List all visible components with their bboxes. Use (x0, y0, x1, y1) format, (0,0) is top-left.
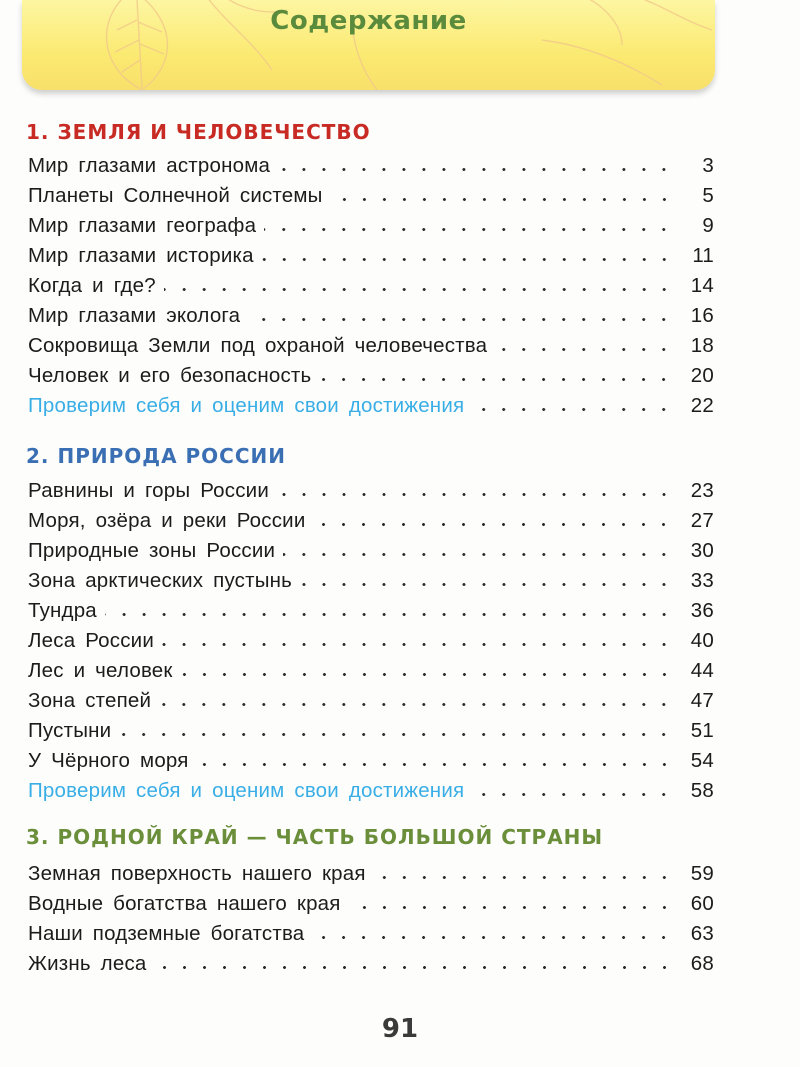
toc-item-title: Наши подземные богатства (28, 922, 305, 945)
toc-item[interactable] (28, 566, 714, 596)
toc-list-section-3 (28, 859, 714, 979)
toc-item[interactable] (28, 271, 714, 301)
dot-leader (283, 553, 674, 556)
section-heading-native-land: 3. РОДНОЙ КРАЙ — ЧАСТЬ БОЛЬШОЙ СТРАНЫ (26, 825, 604, 849)
toc-item-title: Проверим себя и оценим свои достижения (28, 394, 465, 417)
toc-item-title: Проверим себя и оценим свои достижения (28, 779, 465, 802)
dot-leader (374, 876, 674, 879)
page-title: Содержание (270, 6, 467, 36)
toc-item-title: Равнины и горы России (28, 479, 269, 502)
toc-item-page: 5 (702, 184, 714, 207)
toc-item-title: У Чёрного моря (28, 749, 189, 772)
toc-item[interactable] (28, 686, 714, 716)
toc-item-title: Зона арктических пустынь (28, 569, 293, 592)
toc-item[interactable] (28, 506, 714, 536)
toc-item-title: Мир глазами астронома (28, 154, 271, 177)
toc-item-title: Когда и где? (28, 274, 156, 297)
toc-item-page: 22 (690, 394, 714, 417)
toc-item-page: 11 (692, 244, 714, 267)
dot-leader (312, 936, 674, 939)
toc-item-page: 54 (690, 749, 714, 772)
toc-item[interactable] (28, 241, 714, 271)
section-heading-russia-nature: 2. ПРИРОДА РОССИИ (26, 444, 287, 468)
toc-item-review[interactable] (28, 391, 714, 421)
toc-list-section-1 (28, 151, 714, 421)
toc-item-page: 18 (690, 334, 714, 357)
toc-item-title: Земная поверхность нашего края (28, 862, 366, 885)
dot-leader (300, 583, 674, 586)
toc-item-review[interactable] (28, 776, 714, 806)
toc-item[interactable] (28, 889, 714, 919)
dot-leader (495, 348, 674, 351)
toc-item-page: 58 (690, 779, 714, 802)
section-heading-earth: 1. ЗЕМЛЯ И ЧЕЛОВЕЧЕСТВО (26, 120, 371, 144)
toc-item-title: Моря, озёра и реки России (28, 509, 306, 532)
dot-leader (472, 408, 674, 411)
toc-item-title: Зона степей (28, 689, 152, 712)
dot-leader (162, 643, 674, 646)
toc-item-page: 16 (690, 304, 714, 327)
toc-item[interactable] (28, 211, 714, 241)
toc-item-title: Мир глазами эколога (28, 304, 241, 327)
toc-item[interactable] (28, 596, 714, 626)
toc-item-title: Мир глазами историка (28, 244, 254, 267)
toc-item-title: Лес и человек (28, 659, 173, 682)
dot-leader (319, 378, 674, 381)
toc-item[interactable] (28, 331, 714, 361)
dot-leader (472, 793, 674, 796)
toc-item[interactable] (28, 361, 714, 391)
dot-leader (277, 493, 674, 496)
toc-list-section-2 (28, 476, 714, 806)
toc-item-page: 33 (690, 569, 714, 592)
dot-leader (164, 288, 674, 291)
toc-item[interactable] (28, 536, 714, 566)
toc-item[interactable] (28, 151, 714, 181)
toc-item[interactable] (28, 626, 714, 656)
toc-item-page: 3 (702, 154, 714, 177)
dot-leader (105, 613, 674, 616)
dot-leader (159, 703, 674, 706)
dot-leader (155, 966, 675, 969)
toc-item-title: Планеты Солнечной системы (28, 184, 323, 207)
dot-leader (119, 733, 674, 736)
toc-item-title: Тундра (28, 599, 97, 622)
toc-item[interactable] (28, 181, 714, 211)
toc-item-page: 36 (690, 599, 714, 622)
toc-item-page: 59 (690, 862, 714, 885)
dot-leader (264, 228, 674, 231)
toc-item-page: 27 (690, 509, 714, 532)
toc-item-page: 20 (690, 364, 714, 387)
toc-item-title: Человек и его безопасность (28, 364, 312, 387)
toc-item-title: Пустыни (28, 719, 112, 742)
toc-item-page: 63 (690, 922, 714, 945)
dot-leader (248, 318, 674, 321)
toc-item-page: 47 (690, 689, 714, 712)
toc-item-title: Мир глазами географа (28, 214, 257, 237)
toc-item-page: 23 (690, 479, 714, 502)
dot-leader (197, 763, 674, 766)
contents-banner (22, 0, 715, 90)
dot-leader (278, 168, 674, 171)
dot-leader (331, 198, 674, 201)
toc-item-title: Природные зоны России (28, 539, 276, 562)
toc-item-page: 60 (690, 892, 714, 915)
toc-item[interactable] (28, 859, 714, 889)
dot-leader (349, 906, 674, 909)
toc-item-page: 9 (702, 214, 714, 237)
toc-item[interactable] (28, 746, 714, 776)
toc-item-page: 44 (690, 659, 714, 682)
toc-item-page: 51 (690, 719, 714, 742)
dot-leader (181, 673, 674, 676)
toc-item[interactable] (28, 656, 714, 686)
dot-leader (262, 258, 674, 261)
toc-item[interactable] (28, 716, 714, 746)
toc-item[interactable] (28, 476, 714, 506)
dot-leader (313, 523, 674, 526)
toc-item-title: Сокровища Земли под охраной человечества (28, 334, 488, 357)
toc-item-title: Леса России (28, 629, 154, 652)
toc-item[interactable] (28, 949, 714, 979)
toc-item[interactable] (28, 919, 714, 949)
toc-item-page: 14 (690, 274, 714, 297)
toc-item-page: 30 (690, 539, 714, 562)
toc-item-page: 68 (690, 952, 714, 975)
toc-item-page: 40 (690, 629, 714, 652)
page-number: 91 (381, 1014, 419, 1044)
toc-item-title: Водные богатства нашего края (28, 892, 341, 915)
toc-item[interactable] (28, 301, 714, 331)
toc-item-title: Жизнь леса (28, 952, 147, 975)
